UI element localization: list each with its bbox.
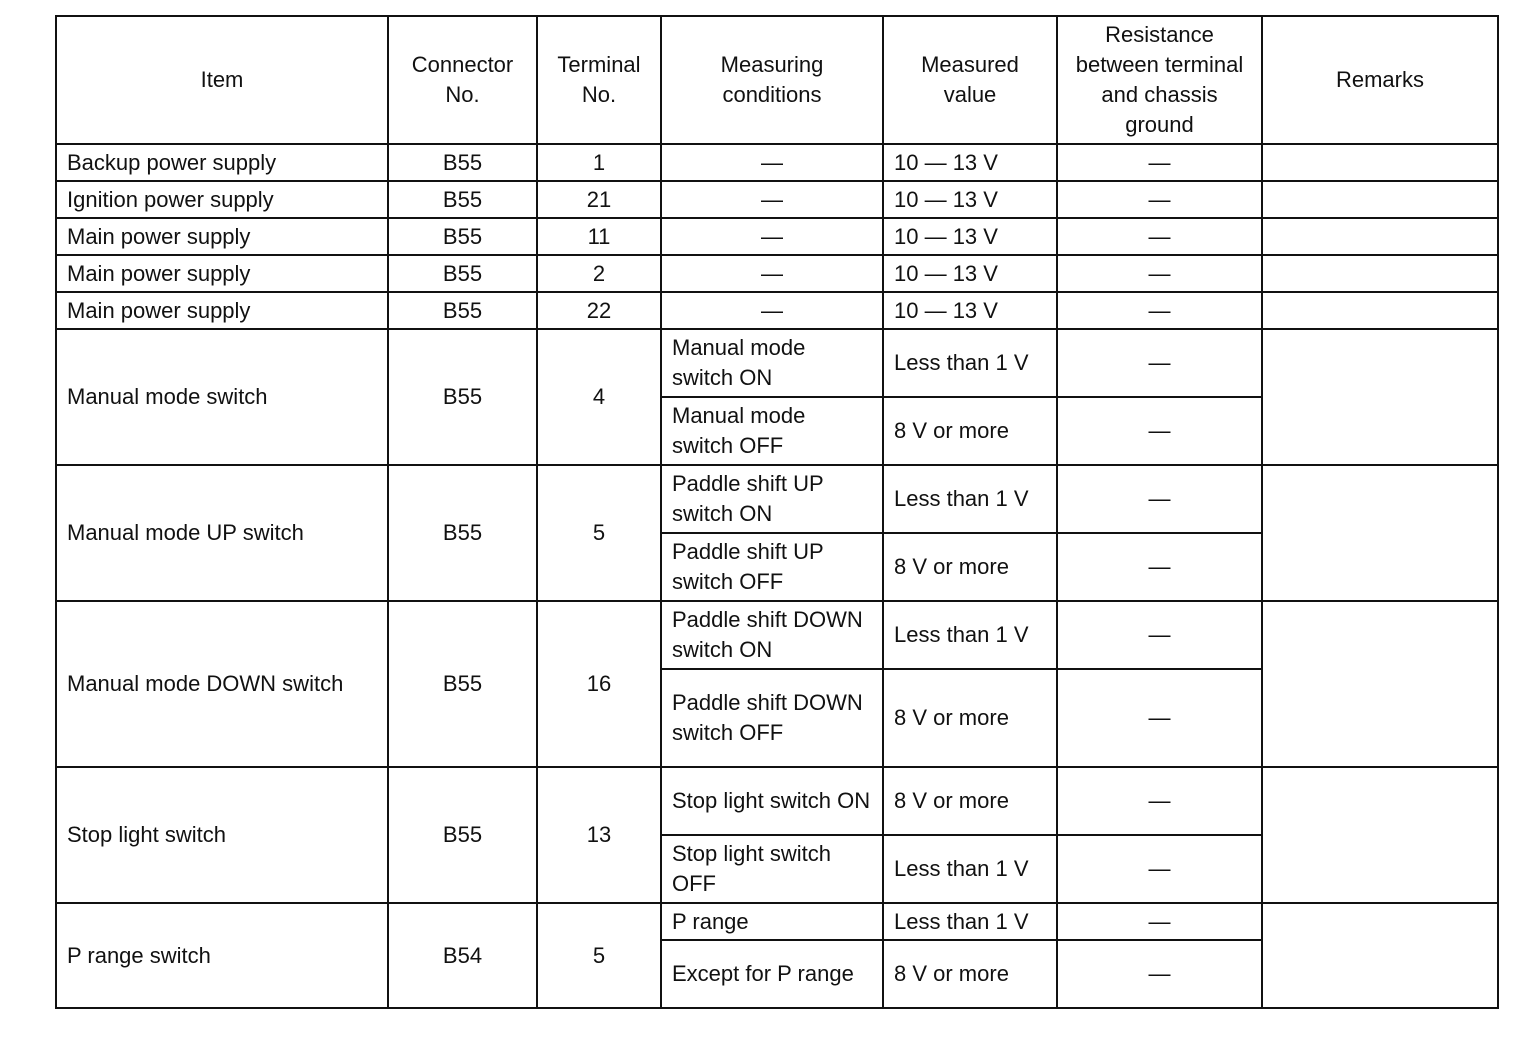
header-conditions: Measuring conditions bbox=[661, 16, 883, 144]
resistance-cell: — bbox=[1057, 181, 1262, 218]
value-cell: Less than 1 V bbox=[883, 465, 1057, 533]
condition-cell: Paddle shift DOWN switch ON bbox=[661, 601, 883, 669]
item-cell: Main power supply bbox=[56, 218, 388, 255]
value-cell: Less than 1 V bbox=[883, 601, 1057, 669]
table-row bbox=[56, 144, 1498, 181]
condition-cell: — bbox=[661, 255, 883, 292]
remarks-cell bbox=[1262, 144, 1498, 181]
table-row bbox=[56, 181, 1498, 218]
terminal-voltage-table bbox=[55, 15, 1499, 1009]
item-cell: Ignition power supply bbox=[56, 181, 388, 218]
terminal-cell: 11 bbox=[537, 218, 661, 255]
terminal-cell: 1 bbox=[537, 144, 661, 181]
condition-cell: Stop light switch ON bbox=[661, 767, 883, 835]
header-terminal: Terminal No. bbox=[537, 16, 661, 144]
table-row bbox=[56, 903, 1498, 940]
connector-cell: B54 bbox=[388, 903, 537, 1008]
item-cell: Main power supply bbox=[56, 255, 388, 292]
resistance-cell: — bbox=[1057, 767, 1262, 835]
table-row bbox=[56, 255, 1498, 292]
header-item: Item bbox=[56, 16, 388, 144]
condition-cell: Manual mode switch OFF bbox=[661, 397, 883, 465]
resistance-cell: — bbox=[1057, 903, 1262, 940]
remarks-cell bbox=[1262, 465, 1498, 601]
table-row bbox=[56, 329, 1498, 397]
header-row bbox=[56, 16, 1498, 144]
value-cell: 8 V or more bbox=[883, 940, 1057, 1008]
condition-cell: — bbox=[661, 144, 883, 181]
remarks-cell bbox=[1262, 292, 1498, 329]
remarks-cell bbox=[1262, 601, 1498, 767]
terminal-cell: 5 bbox=[537, 465, 661, 601]
resistance-cell: — bbox=[1057, 144, 1262, 181]
item-cell: P range switch bbox=[56, 903, 388, 1008]
value-cell: Less than 1 V bbox=[883, 329, 1057, 397]
item-cell: Manual mode switch bbox=[56, 329, 388, 465]
condition-cell: Except for P range bbox=[661, 940, 883, 1008]
value-cell: 10 — 13 V bbox=[883, 144, 1057, 181]
condition-cell: P range bbox=[661, 903, 883, 940]
condition-cell: Manual mode switch ON bbox=[661, 329, 883, 397]
condition-cell: Paddle shift DOWN switch OFF bbox=[661, 669, 883, 767]
item-cell: Manual mode UP switch bbox=[56, 465, 388, 601]
value-cell: Less than 1 V bbox=[883, 903, 1057, 940]
resistance-cell: — bbox=[1057, 218, 1262, 255]
header-measured: Measured value bbox=[883, 16, 1057, 144]
remarks-cell bbox=[1262, 255, 1498, 292]
value-cell: 10 — 13 V bbox=[883, 218, 1057, 255]
value-cell: 10 — 13 V bbox=[883, 181, 1057, 218]
terminal-cell: 13 bbox=[537, 767, 661, 903]
terminal-cell: 5 bbox=[537, 903, 661, 1008]
resistance-cell: — bbox=[1057, 601, 1262, 669]
connector-cell: B55 bbox=[388, 218, 537, 255]
header-connector: Connector No. bbox=[388, 16, 537, 144]
resistance-cell: — bbox=[1057, 669, 1262, 767]
table-row bbox=[56, 465, 1498, 533]
value-cell: 10 — 13 V bbox=[883, 255, 1057, 292]
terminal-cell: 4 bbox=[537, 329, 661, 465]
resistance-cell: — bbox=[1057, 329, 1262, 397]
resistance-cell: — bbox=[1057, 255, 1262, 292]
resistance-cell: — bbox=[1057, 533, 1262, 601]
table-row bbox=[56, 767, 1498, 835]
connector-cell: B55 bbox=[388, 601, 537, 767]
item-cell: Stop light switch bbox=[56, 767, 388, 903]
condition-cell: Stop light switch OFF bbox=[661, 835, 883, 903]
resistance-cell: — bbox=[1057, 940, 1262, 1008]
condition-cell: Paddle shift UP switch ON bbox=[661, 465, 883, 533]
connector-cell: B55 bbox=[388, 144, 537, 181]
resistance-cell: — bbox=[1057, 292, 1262, 329]
header-resistance: Resistance between terminal and chassis ground bbox=[1057, 16, 1262, 144]
remarks-cell bbox=[1262, 767, 1498, 903]
connector-cell: B55 bbox=[388, 255, 537, 292]
remarks-cell bbox=[1262, 329, 1498, 465]
resistance-cell: — bbox=[1057, 465, 1262, 533]
connector-cell: B55 bbox=[388, 465, 537, 601]
value-cell: 8 V or more bbox=[883, 533, 1057, 601]
value-cell: 8 V or more bbox=[883, 397, 1057, 465]
value-cell: 8 V or more bbox=[883, 669, 1057, 767]
condition-cell: — bbox=[661, 181, 883, 218]
item-cell: Manual mode DOWN switch bbox=[56, 601, 388, 767]
condition-cell: — bbox=[661, 292, 883, 329]
resistance-cell: — bbox=[1057, 835, 1262, 903]
terminal-cell: 22 bbox=[537, 292, 661, 329]
condition-cell: Paddle shift UP switch OFF bbox=[661, 533, 883, 601]
table-row bbox=[56, 601, 1498, 669]
terminal-cell: 16 bbox=[537, 601, 661, 767]
terminal-cell: 2 bbox=[537, 255, 661, 292]
connector-cell: B55 bbox=[388, 329, 537, 465]
value-cell: 10 — 13 V bbox=[883, 292, 1057, 329]
connector-cell: B55 bbox=[388, 181, 537, 218]
value-cell: 8 V or more bbox=[883, 767, 1057, 835]
resistance-cell: — bbox=[1057, 397, 1262, 465]
connector-cell: B55 bbox=[388, 292, 537, 329]
connector-cell: B55 bbox=[388, 767, 537, 903]
table-row bbox=[56, 218, 1498, 255]
condition-cell: — bbox=[661, 218, 883, 255]
header-remarks: Remarks bbox=[1262, 16, 1498, 144]
remarks-cell bbox=[1262, 218, 1498, 255]
item-cell: Backup power supply bbox=[56, 144, 388, 181]
value-cell: Less than 1 V bbox=[883, 835, 1057, 903]
terminal-cell: 21 bbox=[537, 181, 661, 218]
remarks-cell bbox=[1262, 903, 1498, 1008]
item-cell: Main power supply bbox=[56, 292, 388, 329]
remarks-cell bbox=[1262, 181, 1498, 218]
table-row bbox=[56, 292, 1498, 329]
